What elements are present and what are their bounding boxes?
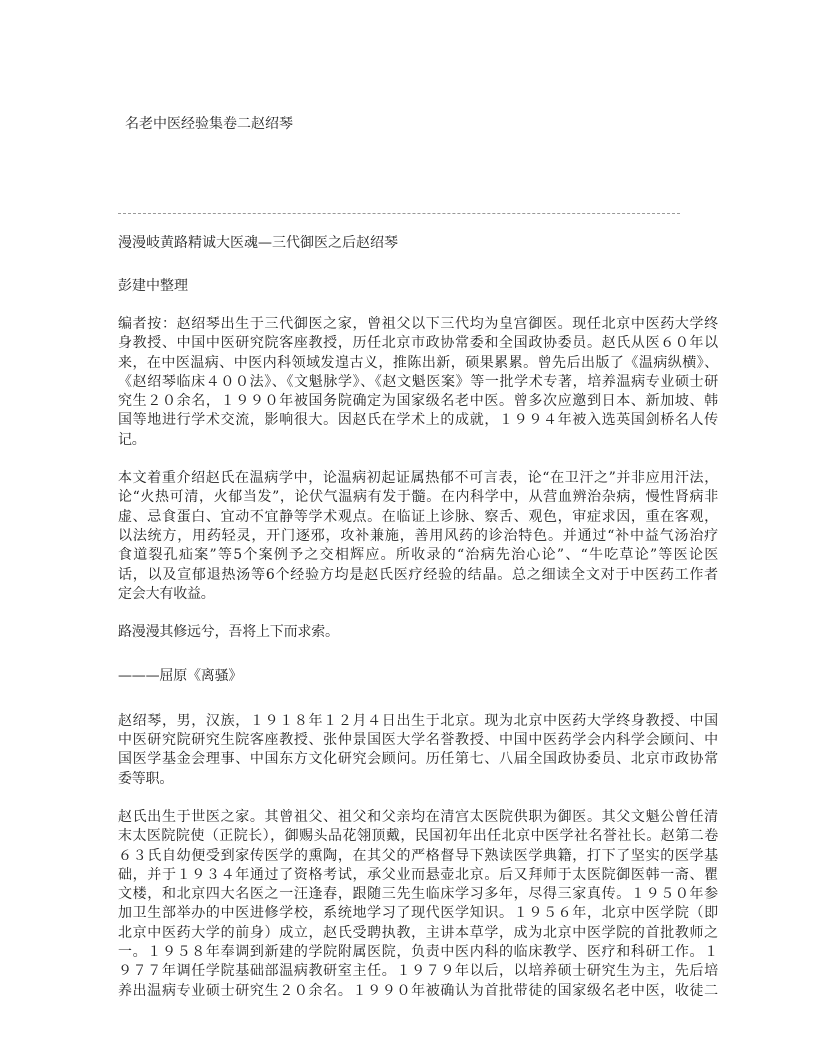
text-line: 末太医院院使（正院长），御赐头品花翎顶戴，民国初年出任北京中医学社名誉社长。赵第二卷: [118, 828, 718, 845]
text-line: 编者按：赵绍琴出生于三代御医之家，曾祖父以下三代均为皇宫御医。现任北京中医药大学终: [118, 316, 718, 332]
text-line: 赵氏出生于世医之家。其曾祖父、祖父和父亲均在清宫太医院供职为御医。其父文魁公曾任清: [118, 808, 718, 825]
text-line: ———屈原《离骚》: [118, 668, 243, 685]
text-line: 论“火热可清，火郁当发”，论伏气温病有发于髓。在内科学中，从营血辨治杂病，慢性肾病非: [118, 489, 718, 506]
text-line: 本文着重介绍赵氏在温病学中，论温病初起证属热郁不可言表，论“在卫汗之”并非应用汗法，: [118, 470, 718, 487]
text-line: 国医学基金会理事、中国东方文化研究会顾问。历任第七、八届全国政协委员、北京市政协常: [118, 751, 718, 768]
quote-attribution: [118, 667, 718, 686]
divider: [118, 213, 680, 214]
text-line: 路漫漫其修远兮，吾将上下而求索。: [118, 624, 339, 641]
text-line: 国等地进行学术交流，影响很大。因赵氏在学术上的成就，１９９４年被入选英国剑桥名人传: [118, 412, 718, 429]
author-line: 彭建中整理: [118, 278, 188, 294]
text-line: 记。: [118, 431, 146, 448]
text-line: 文楼，和北京四大名医之一汪逢春，跟随三先生临床学习多年，尽得三家真传。１９５０年参: [118, 886, 718, 903]
text-line: 话，以及宣郁退热汤等6个经验方均是赵氏医疗经验的结晶。总之细读全文对于中医药工作者: [118, 566, 718, 583]
text-line: 定会大有收益。: [118, 585, 215, 602]
text-line: 一。１９５８年奉调到新建的学院附属医院，负责中医内科的临床教学、医疗和科研工作。１: [118, 944, 718, 961]
text-line: 来，在中医温病、中医内科领域发遑古义，推陈出新，硕果累累。曾先后出版了《温病纵横》、: [118, 354, 718, 371]
text-line: 身教授、中国中医研究院客座教授，历任北京市政协常委和全国政协委员。赵氏从医６０年以: [118, 335, 718, 352]
biography-paragraph: [118, 712, 718, 789]
document-title: 名老中医经验集卷二赵绍琴: [125, 116, 293, 132]
editor-note-paragraph: [118, 315, 718, 450]
text-line: ９７７年调任学院基础部温病教研室主任。１９７９年以后，以培养硕士研究生为主，先后培: [118, 963, 718, 980]
text-line: 加卫生部举办的中医进修学校，系统地学习了现代医学知识。１９５６年，北京中医学院（即: [118, 905, 718, 922]
text-line: ６３氏自幼便受到家传医学的熏陶，在其父的严格督导下熟读医学典籍，打下了坚实的医学基: [118, 847, 718, 864]
text-line: 究生２０余名，１９９０年被国务院确定为国家级名老中医。曾多次应邀到日本、新加坡、韩: [118, 393, 718, 410]
text-line: 础，并于１９３４年通过了资格考试，承父业而悬壶北京。后又拜师于太医院御医韩一斋、瞿: [118, 866, 718, 883]
text-line: 以法统方，用药轻灵，开门逐邪，攻补兼施，善用风药的诊治特色。并通过“补中益气汤治疗: [118, 527, 718, 544]
text-line: 食道裂孔疝案”等5个案例予之交相辉应。所收录的“治病先治心论”、“牛吃草论”等医论医: [118, 547, 718, 564]
article-title: 漫漫岐黄路精诚大医魂—三代御医之后赵绍琴: [118, 235, 398, 251]
text-line: 赵绍琴，男，汉族，１９１８年１２月４日出生于北京。现为北京中医药大学终身教授、中国: [118, 712, 718, 729]
text-line: 委等职。: [118, 770, 174, 787]
text-line: 中医研究院研究生院客座教授、张仲景国医大学名誉教授、中国中医药学会内科学会顾问、中: [118, 732, 718, 749]
family-history-paragraph: [118, 808, 718, 1001]
summary-paragraph: [118, 469, 718, 604]
text-line: 养出温病专业硕士研究生２０余名。１９９０年被确认为首批带徒的国家级名老中医，收徒二: [118, 982, 718, 999]
text-line: 虚、忌食蛋白、宜动不宜静等学术观点。在临证上诊脉、察舌、观色，审症求因，重在客观，: [118, 508, 718, 525]
poem-quote: [118, 623, 718, 642]
text-line: 《赵绍琴临床４００法》、《文魁脉学》、《赵文魁医案》等一批学术专著，培养温病专业硕士研: [118, 373, 718, 390]
text-line: 北京中医药大学的前身）成立，赵氏受聘执教，主讲本草学，成为北京中医学院的首批教师之: [118, 924, 718, 941]
